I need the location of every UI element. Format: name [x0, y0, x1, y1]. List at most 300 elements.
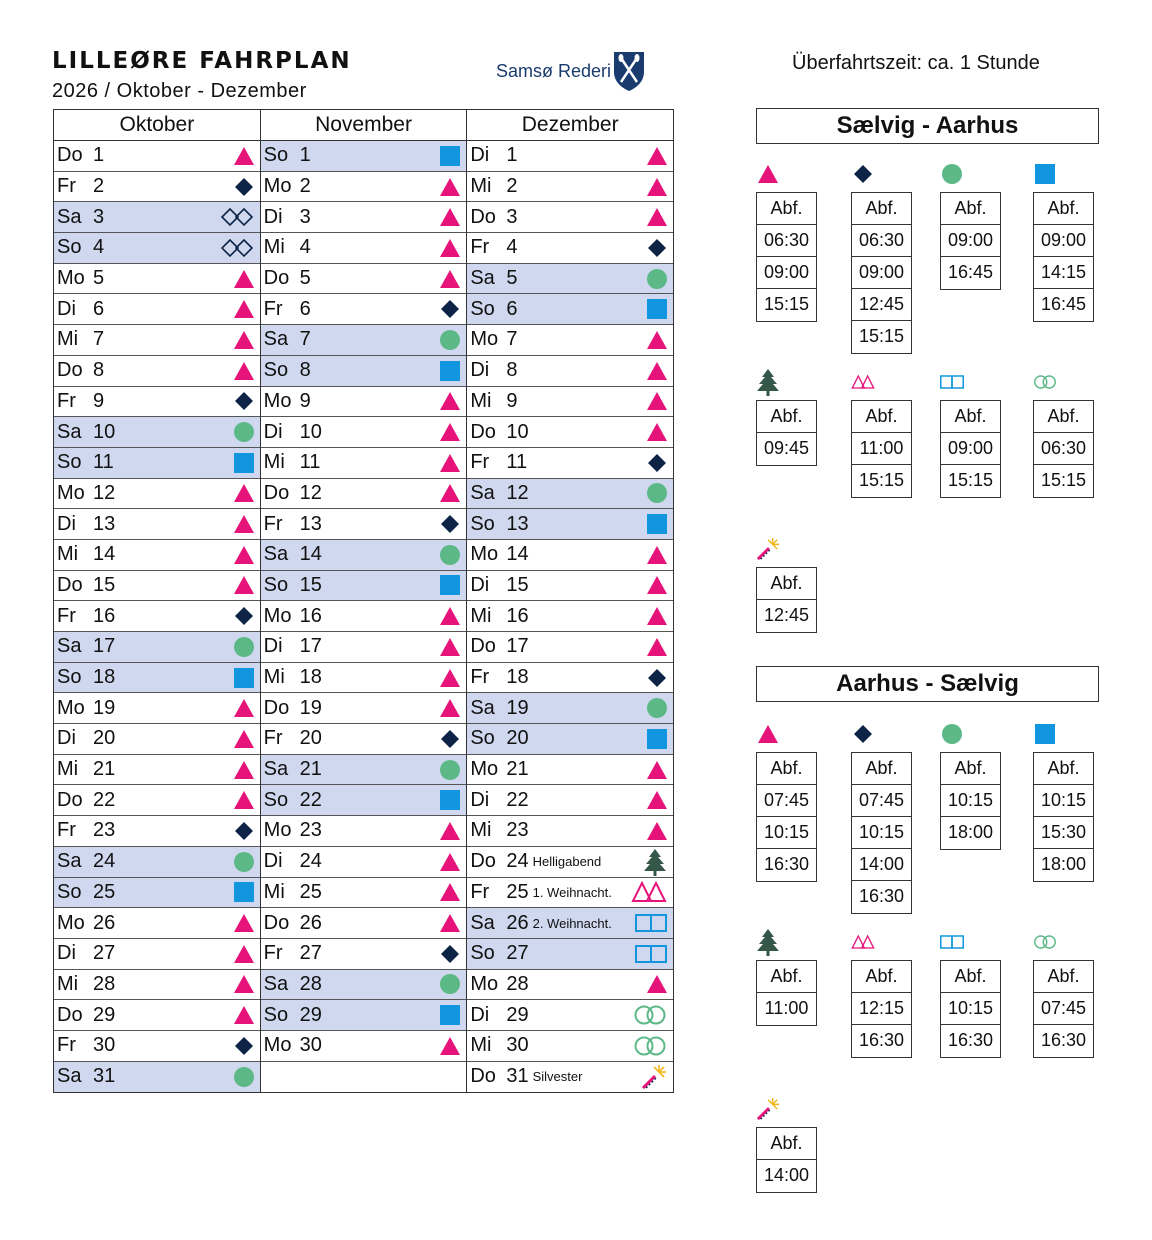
circle-icon — [234, 422, 254, 442]
weekday-label: Fr — [470, 666, 490, 689]
date-label: 18 — [93, 666, 116, 689]
departure-header: Abf. — [941, 193, 1000, 225]
triangle-icon — [234, 362, 254, 380]
weekday-label: Do — [263, 696, 290, 719]
weekday-label: Mi — [470, 1034, 492, 1057]
holiday-note: 1. Weihnacht. — [532, 884, 612, 900]
date-label: 21 — [506, 758, 529, 781]
month-column-november — [260, 141, 467, 1092]
calendar-day — [54, 264, 260, 295]
diamond-icon — [234, 821, 254, 841]
calendar-day — [467, 755, 673, 786]
departure-table — [756, 192, 817, 322]
weekday-label: Fr — [263, 727, 283, 750]
weekday-label: Fr — [470, 451, 490, 474]
departure-time: 09:00 — [941, 433, 1000, 465]
triangle-icon — [234, 546, 254, 564]
calendar-day — [261, 1062, 467, 1093]
weekday-label: Di — [263, 635, 283, 658]
calendar-day — [467, 1031, 673, 1062]
weekday-label: Di — [263, 420, 283, 443]
weekday-label: So — [57, 880, 82, 903]
calendar-day — [54, 141, 260, 172]
calendar-day — [261, 417, 467, 448]
departure-table — [940, 400, 1001, 498]
double-square-icon — [635, 913, 667, 933]
calendar-day — [261, 755, 467, 786]
calendar-day — [54, 479, 260, 510]
departure-table — [756, 1127, 817, 1193]
calendar-day — [467, 509, 673, 540]
calendar-day — [467, 172, 673, 203]
weekday-label: Fr — [263, 297, 283, 320]
square-icon — [647, 514, 667, 534]
date-label: 25 — [299, 880, 322, 903]
date-label: 1 — [506, 144, 518, 167]
triangle-icon — [647, 331, 667, 349]
triangle-icon — [234, 730, 254, 748]
calendar-day — [261, 448, 467, 479]
departure-header: Abf. — [941, 961, 1000, 993]
date-label: 10 — [93, 420, 116, 443]
departure-time: 10:15 — [941, 785, 1000, 817]
date-label: 12 — [299, 481, 322, 504]
calendar-day — [261, 816, 467, 847]
weekday-label: Mi — [57, 328, 79, 351]
date-label: 24 — [506, 850, 529, 873]
date-label: 9 — [93, 389, 105, 412]
departure-time: 16:30 — [1040, 1030, 1087, 1050]
date-label: 23 — [93, 819, 116, 842]
date-label: 2 — [506, 175, 518, 198]
weekday-label: So — [470, 512, 495, 535]
double-square-icon — [940, 370, 964, 394]
shield-logo-icon — [612, 50, 646, 92]
square-icon — [440, 1005, 460, 1025]
triangle-icon — [756, 722, 780, 746]
weekday-label: Sa — [470, 911, 495, 934]
weekday-label: Fr — [57, 389, 76, 412]
departure-time: 15:15 — [1040, 470, 1087, 490]
date-label: 29 — [299, 1003, 322, 1026]
departure-table — [851, 192, 912, 354]
date-label: 16 — [93, 604, 116, 627]
triangle-icon — [440, 669, 460, 687]
weekday-label: Mi — [57, 758, 79, 781]
departure-table — [756, 960, 817, 1026]
date-label: 19 — [299, 696, 322, 719]
date-label: 31 — [506, 1065, 529, 1088]
calendar-day — [54, 540, 260, 571]
calendar-day — [261, 479, 467, 510]
calendar-day — [467, 663, 673, 694]
departure-table — [1033, 192, 1094, 322]
date-label: 27 — [506, 942, 529, 965]
page-title: LILLEØRE FAHRPLAN — [52, 48, 352, 74]
departure-time: 07:45 — [852, 785, 911, 817]
calendar-day — [54, 1031, 260, 1062]
date-label: 3 — [299, 205, 311, 228]
triangle-icon — [440, 178, 460, 196]
weekday-label: Fr — [470, 236, 490, 259]
triangle-icon — [440, 853, 460, 871]
holiday-note: Silvester — [532, 1069, 583, 1085]
weekday-label: So — [57, 236, 82, 259]
calendar-day — [261, 724, 467, 755]
diamond-icon — [647, 238, 667, 258]
weekday-label: Do — [470, 850, 496, 873]
departure-time: 07:45 — [1034, 993, 1093, 1025]
calendar-day — [467, 1000, 673, 1031]
date-label: 17 — [506, 635, 529, 658]
holiday-note: Helligabend — [532, 854, 602, 870]
weekday-label: So — [57, 451, 82, 474]
triangle-icon — [234, 914, 254, 932]
date-label: 14 — [93, 543, 116, 566]
calendar-day — [261, 233, 467, 264]
date-label: 4 — [93, 236, 105, 259]
weekday-label: Sa — [57, 635, 82, 658]
date-label: 13 — [506, 512, 529, 535]
diamond-icon — [440, 299, 460, 319]
triangle-icon — [234, 975, 254, 993]
circle-icon — [234, 852, 254, 872]
triangle-icon — [647, 392, 667, 410]
route-title-aarhus-salvig: Aarhus - Sælvig — [756, 666, 1099, 702]
calendar-day — [261, 785, 467, 816]
date-label: 13 — [299, 512, 322, 535]
departure-time: 15:15 — [763, 294, 810, 314]
triangle-icon — [440, 239, 460, 257]
date-label: 10 — [506, 420, 529, 443]
calendar-day — [54, 356, 260, 387]
date-label: 16 — [299, 604, 322, 627]
departure-table — [940, 960, 1001, 1058]
departure-time: 18:00 — [1040, 854, 1087, 874]
calendar-day — [54, 970, 260, 1001]
date-label: 27 — [93, 942, 116, 965]
calendar-day — [467, 233, 673, 264]
departure-table — [851, 400, 912, 498]
weekday-label: Mo — [263, 175, 292, 198]
weekday-label: Di — [470, 1003, 490, 1026]
date-label: 19 — [506, 696, 529, 719]
triangle-icon — [440, 822, 460, 840]
double-triangle-icon — [631, 881, 667, 903]
date-label: 9 — [506, 389, 518, 412]
square-icon — [440, 361, 460, 381]
triangle-icon — [440, 454, 460, 472]
weekday-label: Di — [57, 942, 76, 965]
departure-time: 06:30 — [757, 225, 816, 257]
date-label: 9 — [299, 389, 311, 412]
weekday-label: So — [470, 942, 495, 965]
double-diamond-icon — [220, 238, 254, 258]
date-label: 19 — [93, 696, 116, 719]
weekday-label: So — [263, 573, 289, 596]
triangle-icon — [647, 822, 667, 840]
date-label: 5 — [93, 267, 105, 290]
date-label: 6 — [93, 297, 105, 320]
date-label: 30 — [93, 1034, 116, 1057]
departure-time: 10:15 — [757, 817, 816, 849]
departure-header: Abf. — [852, 401, 911, 433]
triangle-icon — [234, 147, 254, 165]
weekday-label: So — [263, 1003, 289, 1026]
calendar-day — [467, 1062, 673, 1093]
triangle-icon — [647, 546, 667, 564]
circle-icon — [647, 698, 667, 718]
calendar-day — [261, 264, 467, 295]
date-label: 10 — [299, 420, 322, 443]
calendar-day — [261, 325, 467, 356]
date-label: 12 — [93, 481, 116, 504]
weekday-label: Di — [57, 727, 76, 750]
triangle-icon — [234, 331, 254, 349]
weekday-label: Mi — [57, 972, 79, 995]
date-label: 27 — [299, 942, 322, 965]
circle-icon — [647, 269, 667, 289]
date-label: 16 — [506, 604, 529, 627]
calendar-day — [54, 1000, 260, 1031]
weekday-label: Sa — [57, 420, 82, 443]
weekday-label: Di — [470, 788, 490, 811]
weekday-label: Mi — [263, 666, 285, 689]
triangle-icon — [234, 484, 254, 502]
date-label: 4 — [299, 236, 311, 259]
date-label: 2 — [299, 175, 311, 198]
weekday-label: So — [263, 788, 289, 811]
weekday-label: Sa — [263, 972, 289, 995]
weekday-label: Di — [263, 850, 283, 873]
date-label: 18 — [506, 666, 529, 689]
calendar-day — [261, 908, 467, 939]
month-column-dezember — [466, 141, 673, 1092]
date-label: 21 — [93, 758, 116, 781]
calendar-day — [467, 878, 673, 909]
weekday-label: Do — [57, 359, 83, 382]
weekday-label: Mi — [263, 451, 285, 474]
calendar-table — [53, 109, 674, 1093]
weekday-label: Sa — [57, 1065, 82, 1088]
calendar-day — [261, 970, 467, 1001]
calendar-day — [54, 724, 260, 755]
departure-time: 16:30 — [947, 1030, 994, 1050]
weekday-label: Mi — [470, 819, 492, 842]
diamond-icon — [234, 606, 254, 626]
date-label: 31 — [93, 1065, 116, 1088]
departure-time: 16:30 — [858, 1030, 905, 1050]
departure-table — [756, 752, 817, 882]
double-diamond-icon — [220, 207, 254, 227]
date-label: 20 — [93, 727, 116, 750]
calendar-day — [467, 908, 673, 939]
month-header-dezember: Dezember — [466, 110, 673, 140]
triangle-icon — [647, 147, 667, 165]
square-icon — [1033, 162, 1057, 186]
departure-header: Abf. — [941, 401, 1000, 433]
weekday-label: Mi — [470, 389, 492, 412]
calendar-day — [261, 571, 467, 602]
diamond-icon — [234, 1036, 254, 1056]
calendar-day — [261, 878, 467, 909]
weekday-label: Di — [263, 205, 283, 228]
calendar-day — [54, 785, 260, 816]
date-label: 18 — [299, 666, 322, 689]
calendar-day — [261, 663, 467, 694]
calendar-day — [467, 202, 673, 233]
date-label: 15 — [93, 573, 116, 596]
triangle-icon — [440, 208, 460, 226]
circle-icon — [647, 483, 667, 503]
departure-time: 12:15 — [852, 993, 911, 1025]
double-circle-icon — [1033, 370, 1057, 394]
date-label: 20 — [299, 727, 322, 750]
square-icon — [234, 453, 254, 473]
weekday-label: Mi — [263, 880, 285, 903]
date-label: 11 — [93, 451, 114, 474]
departure-time: 11:00 — [764, 998, 809, 1018]
calendar-day — [54, 755, 260, 786]
calendar-day — [54, 448, 260, 479]
square-icon — [1033, 722, 1057, 746]
weekday-label: Fr — [57, 819, 76, 842]
brand-name: Samsø Rederi — [496, 61, 612, 81]
triangle-icon — [647, 178, 667, 196]
calendar-day — [467, 325, 673, 356]
triangle-icon — [234, 1006, 254, 1024]
departure-time: 15:15 — [947, 470, 994, 490]
weekday-label: Fr — [470, 880, 490, 903]
calendar-day — [467, 294, 673, 325]
circle-icon — [940, 162, 964, 186]
month-header-oktober: Oktober — [119, 113, 195, 136]
square-icon — [647, 729, 667, 749]
calendar-day — [261, 1031, 467, 1062]
date-label: 26 — [299, 911, 322, 934]
triangle-icon — [234, 699, 254, 717]
date-label: 17 — [93, 635, 116, 658]
weekday-label: Fr — [263, 942, 283, 965]
weekday-label: Di — [470, 573, 490, 596]
calendar-day — [467, 387, 673, 418]
calendar-day — [54, 387, 260, 418]
calendar-day — [467, 356, 673, 387]
weekday-label: Fr — [57, 604, 76, 627]
departure-time: 06:30 — [1034, 433, 1093, 465]
departure-time: 10:15 — [852, 817, 911, 849]
triangle-icon — [440, 392, 460, 410]
triangle-icon — [440, 699, 460, 717]
calendar-day — [261, 847, 467, 878]
date-label: 15 — [506, 573, 529, 596]
weekday-label: Do — [470, 635, 496, 658]
departure-table — [756, 567, 817, 633]
weekday-label: Sa — [470, 481, 495, 504]
departure-table — [1033, 400, 1094, 498]
calendar-day — [54, 878, 260, 909]
calendar-day — [261, 939, 467, 970]
departure-header: Abf. — [757, 961, 816, 993]
weekday-label: Mo — [57, 481, 85, 504]
calendar-day — [467, 479, 673, 510]
date-label: 22 — [506, 788, 529, 811]
date-label: 11 — [506, 451, 528, 474]
departure-header: Abf. — [1034, 401, 1093, 433]
triangle-icon — [440, 270, 460, 288]
departure-table — [851, 752, 912, 914]
date-label: 14 — [506, 543, 529, 566]
departure-time: 15:15 — [858, 326, 905, 346]
triangle-icon — [440, 883, 460, 901]
date-label: 7 — [506, 328, 518, 351]
calendar-day — [261, 294, 467, 325]
date-label: 25 — [506, 880, 529, 903]
weekday-label: Do — [263, 481, 290, 504]
departure-time: 16:45 — [1040, 294, 1087, 314]
weekday-label: Do — [57, 1003, 83, 1026]
triangle-icon — [647, 975, 667, 993]
triangle-icon — [440, 638, 460, 656]
calendar-day — [54, 847, 260, 878]
departure-time: 18:00 — [947, 822, 994, 842]
weekday-label: So — [470, 297, 495, 320]
weekday-label: Mo — [470, 972, 499, 995]
triangle-icon — [647, 423, 667, 441]
date-label: 6 — [299, 297, 311, 320]
triangle-icon — [647, 761, 667, 779]
calendar-day — [261, 1000, 467, 1031]
firework-icon — [641, 1064, 667, 1090]
weekday-label: Mo — [57, 267, 85, 290]
departure-time: 11:00 — [852, 433, 911, 465]
departure-table — [756, 400, 817, 466]
date-label: 25 — [93, 880, 116, 903]
departure-time: 14:00 — [852, 849, 911, 881]
date-label: 24 — [299, 850, 322, 873]
weekday-label: Di — [470, 144, 490, 167]
triangle-icon — [234, 270, 254, 288]
calendar-day — [467, 571, 673, 602]
calendar-day — [467, 939, 673, 970]
departure-time: 09:00 — [852, 257, 911, 289]
calendar-day — [261, 387, 467, 418]
weekday-label: So — [470, 727, 495, 750]
circle-icon — [440, 974, 460, 994]
triangle-icon — [647, 576, 667, 594]
calendar-day — [54, 571, 260, 602]
triangle-icon — [234, 761, 254, 779]
date-label: 28 — [506, 972, 529, 995]
departure-time: 07:45 — [757, 785, 816, 817]
page-subtitle: 2026 / Oktober - Dezember — [52, 80, 307, 102]
calendar-day — [54, 202, 260, 233]
weekday-label: Mi — [470, 604, 492, 627]
date-label: 1 — [299, 144, 311, 167]
calendar-day — [54, 233, 260, 264]
date-label: 3 — [506, 205, 518, 228]
departure-header: Abf. — [1034, 961, 1093, 993]
weekday-label: Do — [470, 205, 496, 228]
calendar-day — [54, 632, 260, 663]
departure-table — [1033, 752, 1094, 882]
calendar-day — [54, 601, 260, 632]
departure-time: 09:00 — [757, 257, 816, 289]
departure-header: Abf. — [757, 1128, 816, 1160]
month-column-oktober — [54, 141, 260, 1092]
calendar-day — [261, 693, 467, 724]
calendar-day — [467, 632, 673, 663]
